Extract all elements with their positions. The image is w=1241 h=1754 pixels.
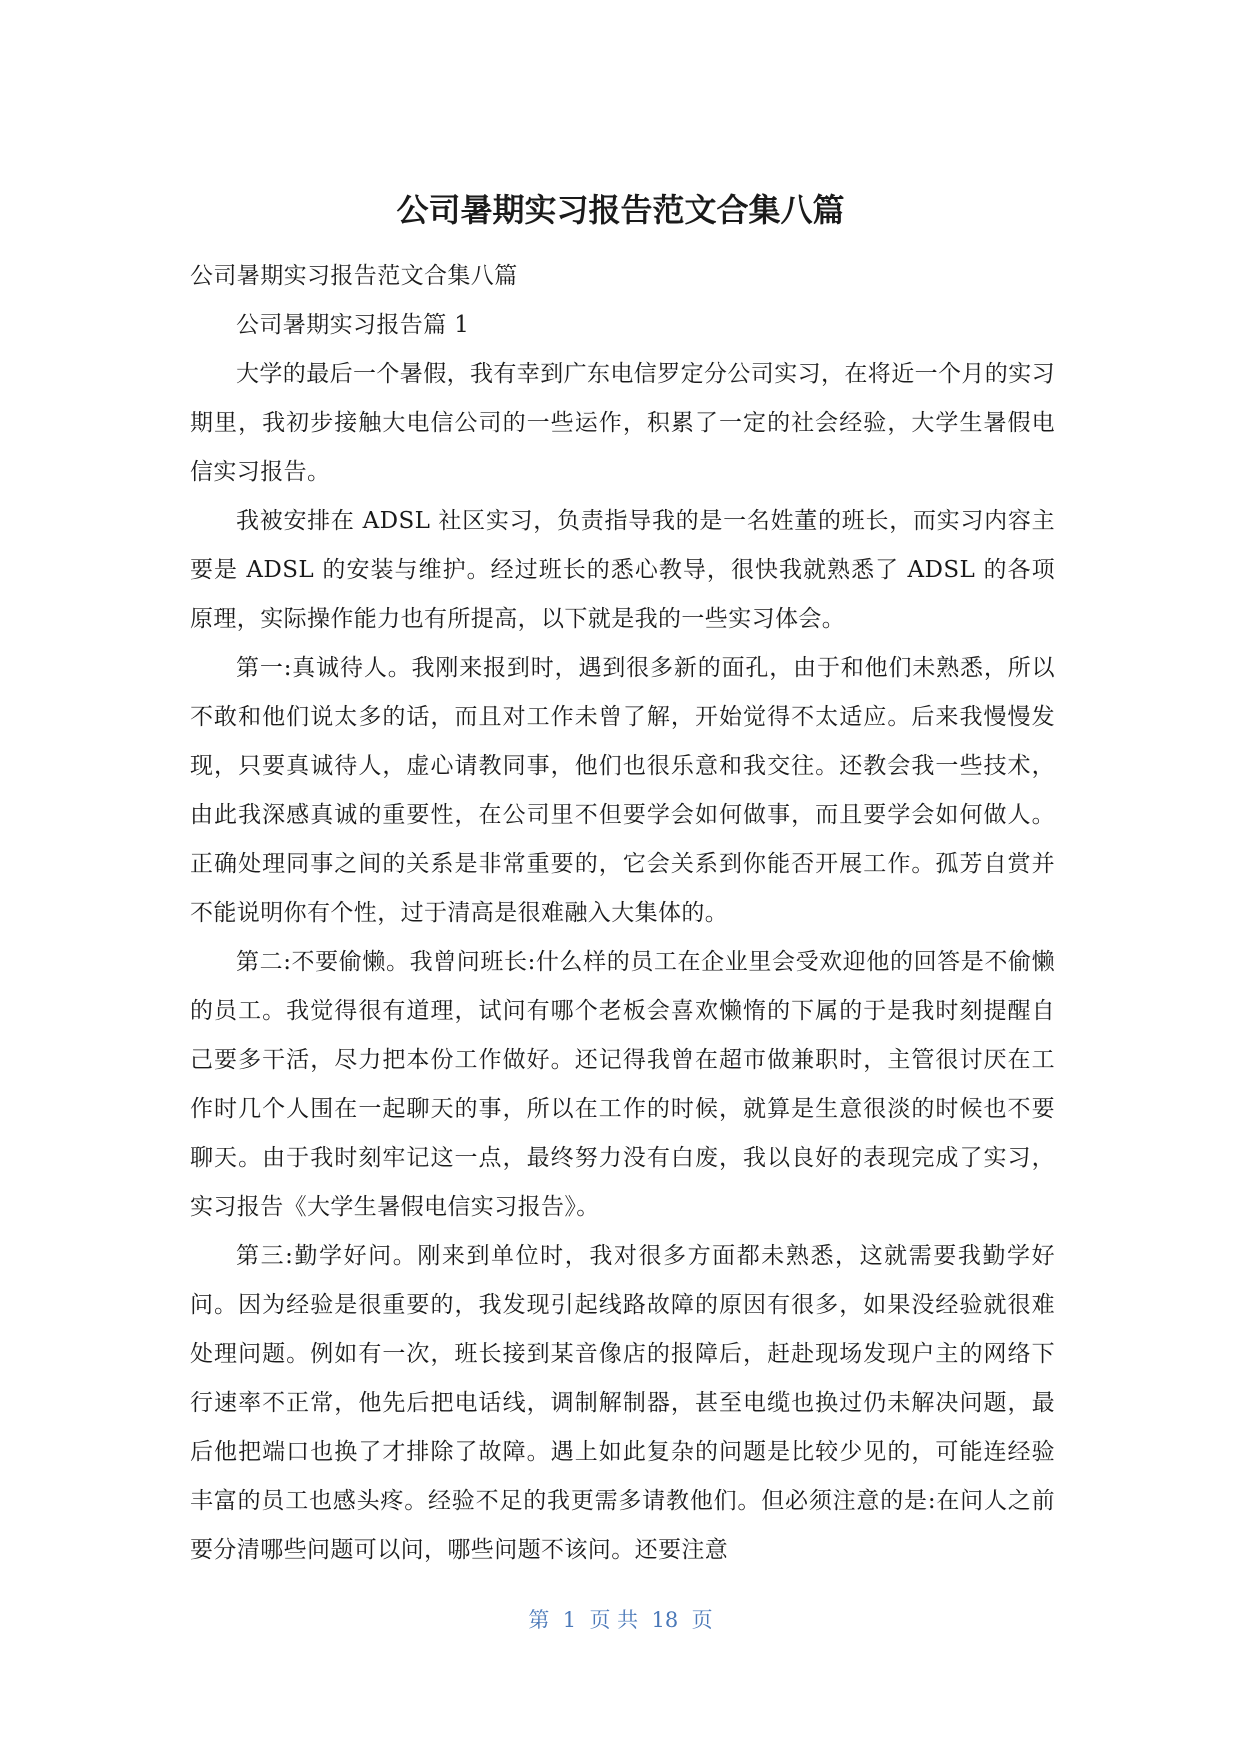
- paragraph-section-heading: 公司暑期实习报告篇 1: [236, 312, 470, 338]
- document-title: 公司暑期实习报告范文合集八篇: [396, 191, 845, 229]
- paragraph-assignment: 我被安排在 ADSL 社区实习，负责指导我的是一名姓董的班长，而实习内容主要是 ADSL 的安装与维护。经过班长的悉心教导，很快我就熟悉了 ADSL 的各项原理，实际操作能力也有所提高，以下就是我的一些实习体会。: [190, 508, 1055, 632]
- paragraph-point-one: 第一:真诚待人。我刚来报到时，遇到很多新的面孔，由于和他们未熟悉，所以不敢和他们说太多的话，而且对工作未曾了解，开始觉得不太适应。后来我慢慢发现，只要真诚待人，虚心请教同事，他们也很乐意和我交往。还教会我一些技术，由此我深感真诚的重要性，在公司里不但要学会如何做事，而且要学会如何做人。正确处理同事之间的关系是非常重要的，它会关系到你能否开展工作。孤芳自赏并不能说明你有个性，过于清高是很难融入大集体的。: [190, 655, 1055, 926]
- paragraph-point-three: 第三:勤学好问。刚来到单位时，我对很多方面都未熟悉，这就需要我勤学好问。因为经验是很重要的，我发现引起线路故障的原因有很多，如果没经验就很难处理问题。例如有一次，班长接到某音像店的报障后，赶赴现场发现户主的网络下行速率不正常，他先后把电话线，调制解制器，甚至电缆也换过仍未解决问题，最后他把端口也换了才排除了故障。遇上如此复杂的问题是比较少见的，可能连经验丰富的员工也感头疼。经验不足的我更需多请教他们。但必须注意的是:在问人之前要分清哪些问题可以问，哪些问题不该问。还要注意: [190, 1243, 1055, 1563]
- paragraph-subtitle: 公司暑期实习报告范文合集八篇: [190, 263, 518, 289]
- page-number-footer: 第 1 页 共 18 页: [528, 1608, 713, 1632]
- paragraph-point-two: 第二:不要偷懒。我曾问班长:什么样的员工在企业里会受欢迎他的回答是不偷懒的员工。我觉得很有道理，试问有哪个老板会喜欢懒惰的下属的于是我时刻提醒自己要多干活，尽力把本份工作做好。还记得我曾在超市做兼职时，主管很讨厌在工作时几个人围在一起聊天的事，所以在工作的时候，就算是生意很淡的时候也不要聊天。由于我时刻牢记这一点，最终努力没有白废，我以良好的表现完成了实习，实习报告《大学生暑假电信实习报告》。: [190, 949, 1055, 1220]
- paragraph-intro: 大学的最后一个暑假，我有幸到广东电信罗定分公司实习，在将近一个月的实习期里，我初步接触大电信公司的一些运作，积累了一定的社会经验，大学生暑假电信实习报告。: [190, 361, 1055, 485]
- document-body: [190, 252, 1055, 1575]
